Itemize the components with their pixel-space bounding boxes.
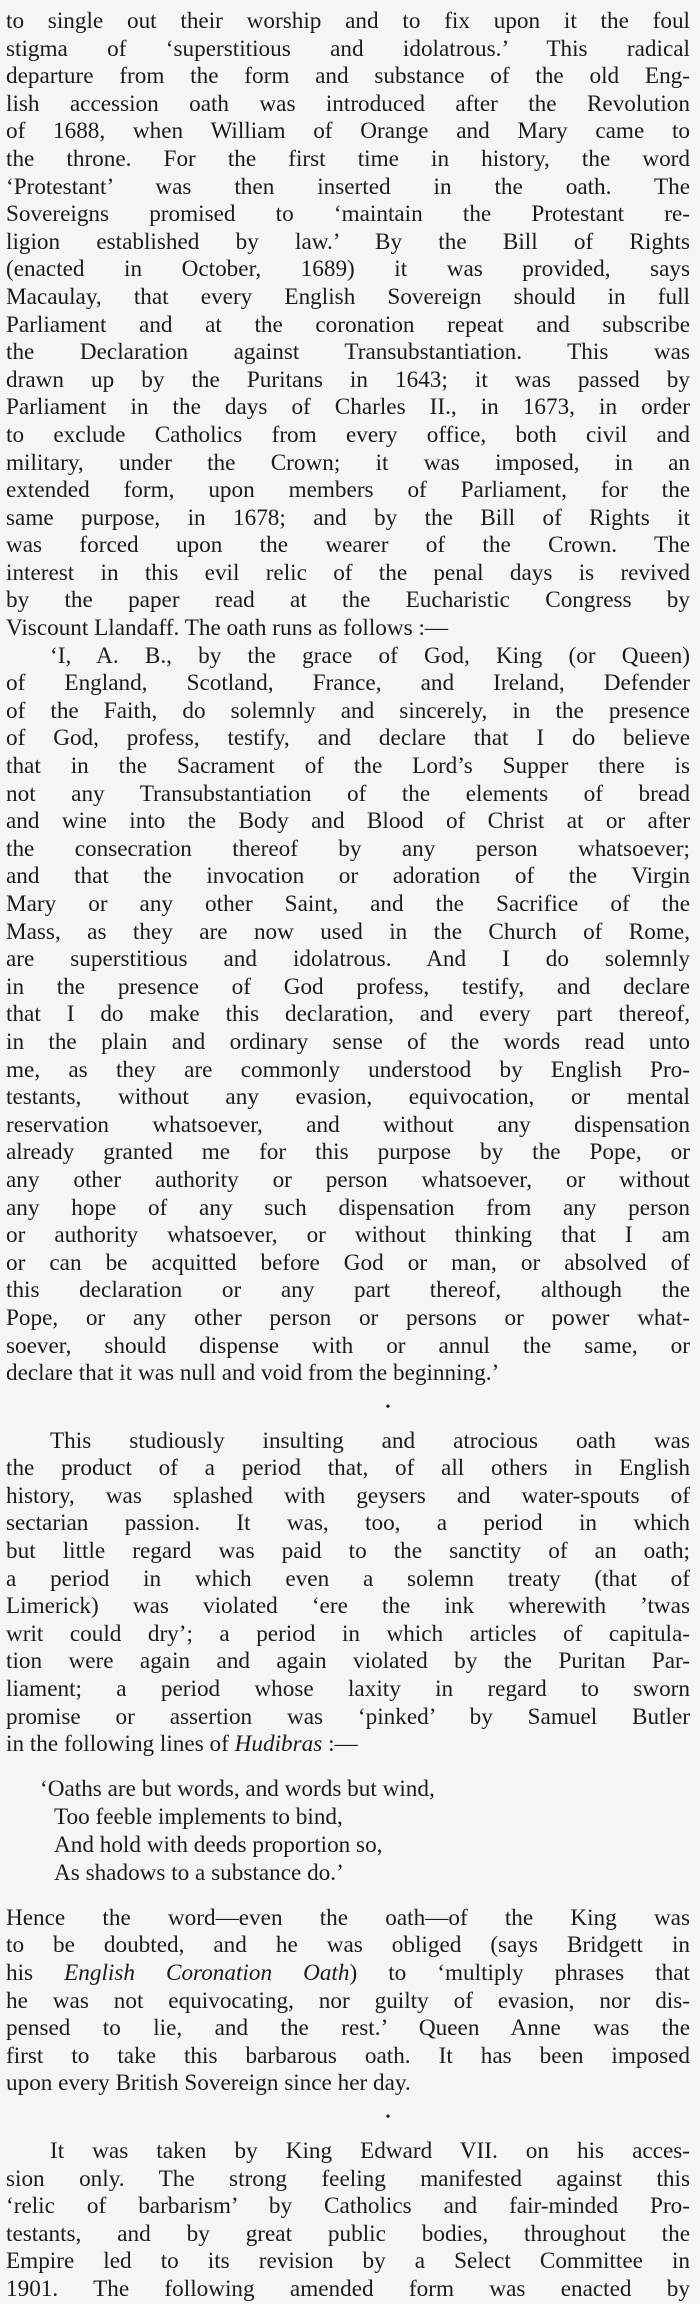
text-line: are superstitious and idolatrous. And I do solemnly: [6, 946, 690, 973]
text-line: ‘relic of barbarism’ by Catholics and fair-minded Pro-: [6, 2193, 690, 2220]
text-line: Viscount Llandaff. The oath runs as follows :—: [6, 615, 449, 642]
verse-line: And hold with deeds proportion so,: [54, 1831, 383, 1858]
text-line: to exclude Catholics from every office, both civil and: [6, 421, 690, 448]
text-line: (enacted in October, 1689) it was provided, says: [6, 256, 690, 283]
verse-line: Too feeble implements to bind,: [54, 1803, 343, 1830]
verse-quotation: [40, 1775, 690, 1887]
paragraph-edward-vii: [6, 2138, 690, 2304]
text-line: in the presence of God profess, testify, and declare: [6, 973, 690, 1000]
paragraph-accession-oath-history: [6, 8, 690, 643]
text-line: departure from the form and substance of the old Eng-: [6, 63, 690, 90]
text-line: the consecration thereof by any person whatsoever;: [6, 835, 690, 862]
text-line: 1901. The following amended form was enacted by: [6, 2275, 690, 2302]
text-line: drawn up by the Puritans in 1643; it was passed by: [6, 366, 690, 393]
text-line: already granted me for this purpose by the Pope, or: [6, 1139, 690, 1166]
text-line: of the Faith, do solemnly and sincerely, in the presence: [6, 697, 690, 724]
text-line: ligion established by law.’ By the Bill of Rights: [6, 228, 690, 255]
text-line: declare that it was null and void from the beginning.’: [6, 1360, 500, 1387]
text-line: testants, without any evasion, equivocation, or mental: [6, 1084, 690, 1111]
text-line: a period in which even a solemn treaty (that of: [6, 1565, 690, 1592]
text-line: It was taken by King Edward VII. on his acces-: [50, 2137, 690, 2164]
text-line: lish accession oath was introduced after the Revolution: [6, 90, 690, 117]
book-title-hudibras: Hudibras: [234, 1731, 323, 1758]
book-title-english-coronation-oath: English Coronation Oath: [64, 1960, 350, 1986]
text-line: or can be acquitted before God or man, or absolved of: [6, 1249, 690, 1276]
text-line: that in the Sacrament of the Lord’s Supper there is: [6, 753, 690, 780]
text-line: not any Transubstantiation of the elements of bread: [6, 780, 690, 807]
text-line: This studiously insulting and atrocious oath was: [50, 1427, 690, 1454]
text-line: to be doubted, and he was obliged (says Bridgett in: [6, 1932, 690, 1959]
paragraph-king-word-doubted: [6, 1905, 690, 2098]
text-line: in the plain and ordinary sense of the words read unto: [6, 1028, 690, 1055]
text-line: military, under the Crown; it was imposed, in an: [6, 449, 690, 476]
text-line: liament; a period whose laxity in regard to sworn: [6, 1676, 690, 1703]
text-line: Mass, as they are now used in the Church of Rome,: [6, 918, 690, 945]
text-line: Parliament and at the coronation repeat and subscribe: [6, 311, 690, 338]
text-line: me, as they are commonly understood by English Pro-: [6, 1056, 690, 1083]
text-line: in the following lines of Hudibras :—: [6, 1731, 358, 1758]
text-line: testants, and by great public bodies, throughout the: [6, 2220, 690, 2247]
section-separator: •: [385, 1399, 391, 1415]
text-line: Mary or any other Saint, and the Sacrifice of the: [6, 891, 690, 917]
text-line: pensed to lie, and the rest.’ Queen Anne was the: [6, 2015, 690, 2042]
text-line: of God, profess, testify, and declare that I do believe: [6, 725, 690, 752]
text-line: sion only. The strong feeling manifested against this: [6, 2165, 690, 2192]
text-line: by the paper read at the Eucharistic Congress by: [6, 587, 690, 614]
section-separator: •: [385, 2109, 391, 2125]
text-line: first to take this barbarous oath. It has been imposed: [6, 2042, 690, 2069]
text-line: was forced upon the wearer of the Crown. The: [6, 532, 690, 559]
text-line: ‘I, A. B., by the grace of God, King (or Queen): [50, 642, 690, 669]
text-line: soever, should dispense with or annul the same, or: [6, 1332, 690, 1359]
verse-line: As shadows to a substance do.’: [54, 1859, 344, 1886]
text-line: any hope of any such dispensation from any person: [6, 1194, 690, 1221]
text-line: but little regard was paid to the sanctity of an oath;: [6, 1538, 690, 1565]
text-line: or authority whatsoever, or without thinking that I am: [6, 1222, 690, 1249]
text-line: sectarian passion. It was, too, a period in which: [6, 1510, 690, 1537]
text-line: of 1688, when William of Orange and Mary came to: [6, 118, 690, 145]
text-line: the throne. For the first time in history, the word: [6, 145, 690, 172]
verse-line: ‘Oaths are but words, and words but wind,: [40, 1775, 435, 1802]
text-line: Macaulay, that every English Sovereign should in full: [6, 283, 690, 310]
text-line: that I do make this declaration, and every part thereof,: [6, 1001, 690, 1028]
text-line: promise or assertion was ‘pinked’ by Samuel Butler: [6, 1703, 690, 1730]
text-line: he was not equivocating, nor guilty of evasion, nor dis-: [6, 1987, 690, 2014]
text-line: ‘Protestant’ was then inserted in the oath. The: [6, 173, 690, 200]
text-line: interest in this evil relic of the penal days is revived: [6, 559, 690, 586]
text-line: stigma of ‘superstitious and idolatrous.’ This radical: [6, 35, 690, 62]
text-line: Pope, or any other person or persons or power what-: [6, 1304, 690, 1331]
text-line: the Declaration against Transubstantiation. This was: [6, 339, 690, 366]
paragraph-oath-critique: [6, 1428, 690, 1759]
text-line: and that the invocation or adoration of the Virgin: [6, 863, 690, 890]
text-line: Empire led to its revision by a Select Committee in: [6, 2248, 690, 2275]
text-line: this declaration or any part thereof, although the: [6, 1277, 690, 1304]
text-line: of England, Scotland, France, and Ireland, Defender: [6, 670, 690, 697]
text-line: the product of a period that, of all others in English: [6, 1455, 690, 1482]
text-line: reservation whatsoever, and without any dispensation: [6, 1111, 690, 1138]
text-line: and wine into the Body and Blood of Christ at or after: [6, 808, 690, 835]
text-line: Sovereigns promised to ‘maintain the Protestant re-: [6, 201, 690, 228]
text-line: extended form, upon members of Parliament, for the: [6, 477, 690, 504]
text-line: history, was splashed with geysers and water-spouts of: [6, 1482, 690, 1509]
text-line: Hence the word—even the oath—of the King was: [6, 1904, 690, 1931]
text-line: his English Coronation Oath) to ‘multiply phrases that: [6, 1960, 690, 1986]
quoted-oath: [6, 643, 690, 1388]
text-line: Parliament in the days of Charles II., in 1673, in order: [6, 394, 690, 421]
text-line: upon every British Sovereign since her day.: [6, 2070, 411, 2097]
text-line: writ could dry’; a period in which articles of capitula-: [6, 1620, 690, 1647]
text-line: Limerick) was violated ‘ere the ink wherewith ’twas: [6, 1593, 690, 1620]
text-line: tion were again and again violated by the Puritan Par-: [6, 1648, 690, 1675]
text-line: to single out their worship and to fix upon it the foul: [6, 8, 690, 34]
text-line: same purpose, in 1678; and by the Bill of Rights it: [6, 504, 690, 531]
text-line: any other authority or person whatsoever, or without: [6, 1166, 690, 1193]
